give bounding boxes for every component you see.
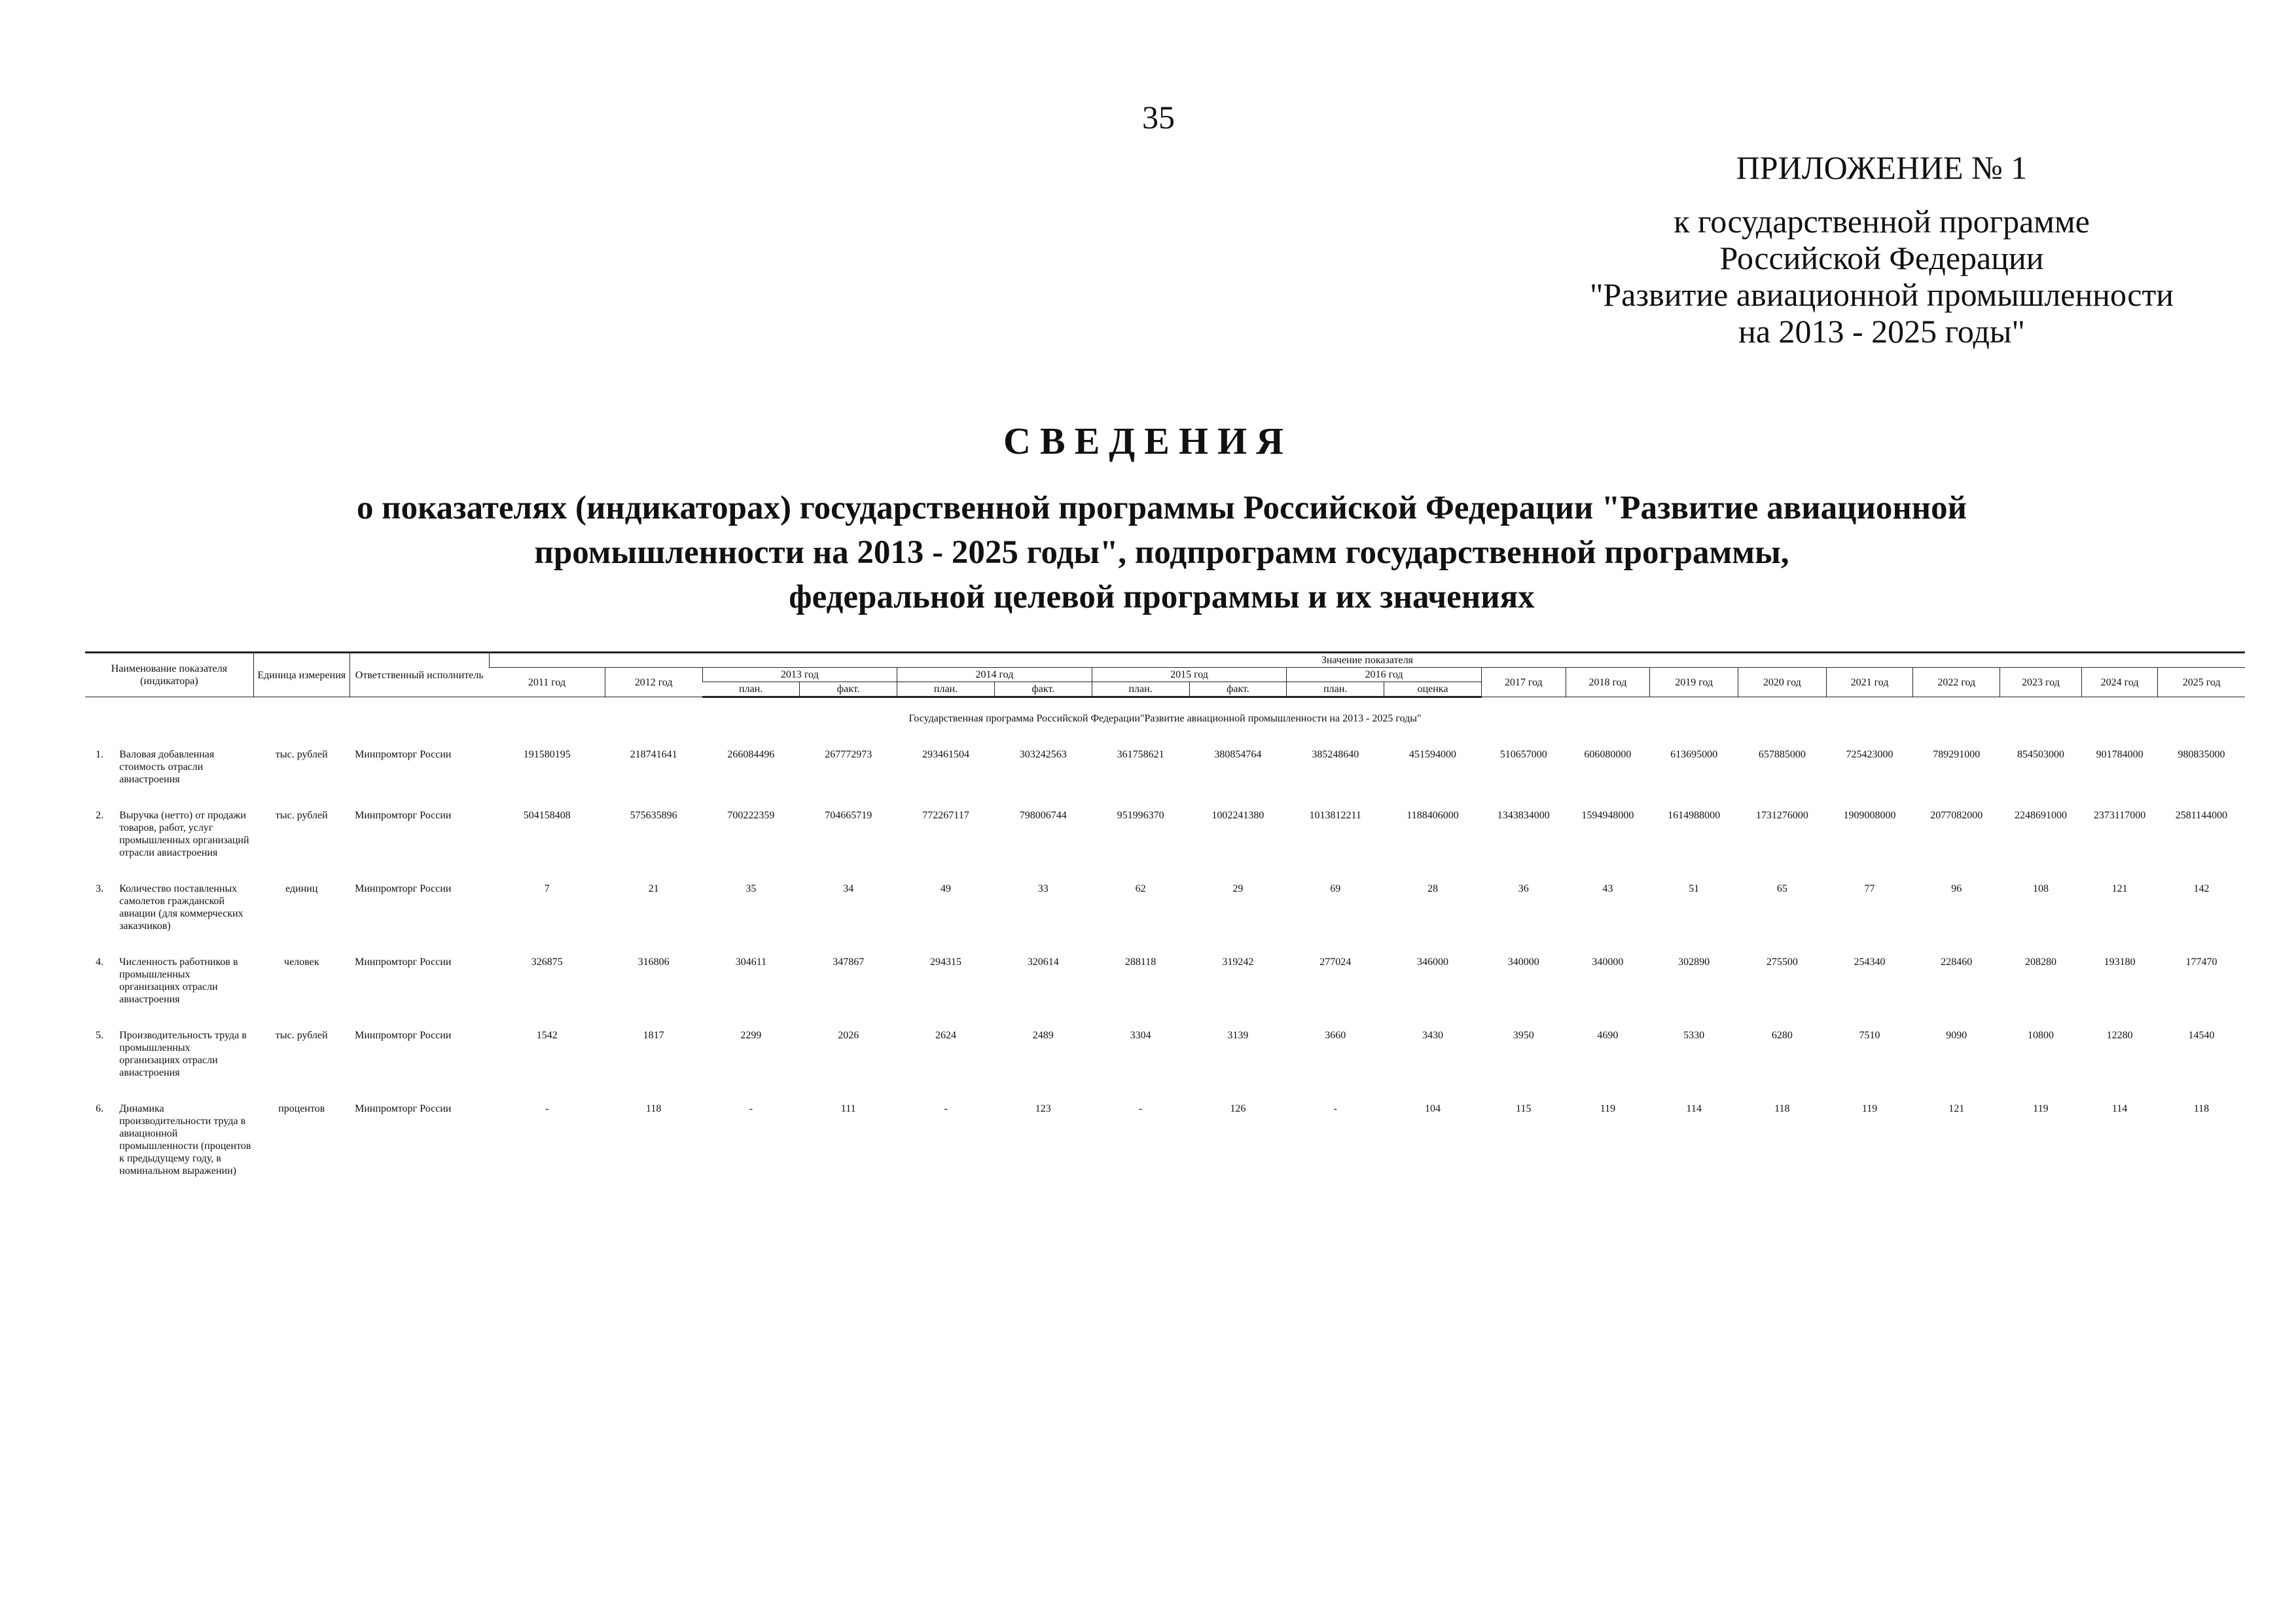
value-cell: 142 xyxy=(2193,883,2210,894)
value-cell: 901784000 xyxy=(2096,749,2144,760)
value-cell: 108 xyxy=(2032,883,2049,894)
value-cell: 385248640 xyxy=(1312,749,1359,760)
value-cell: 725423000 xyxy=(1846,749,1893,760)
value-cell: 1343834000 xyxy=(1497,810,1550,821)
executor-cell: Минпромторг России xyxy=(355,1030,452,1041)
unit-cell: тыс. рублей xyxy=(275,749,328,760)
value-cell: 772267117 xyxy=(922,810,969,821)
value-cell: 2026 xyxy=(838,1030,859,1041)
value-cell: 28 xyxy=(1427,883,1438,894)
value-cell: 191580195 xyxy=(523,749,571,760)
value-cell: 21 xyxy=(648,883,659,894)
header-plan: план. xyxy=(1287,682,1384,697)
value-cell: 3660 xyxy=(1325,1030,1346,1041)
value-cell: 96 xyxy=(1951,883,1962,894)
header-year-2024: 2024 год xyxy=(2081,668,2158,697)
row-index: 4. xyxy=(96,957,104,968)
indicator-name: Динамика производительности труда в авиационной промышленности (процентов к предыдущему году, в номинальном выражении) xyxy=(119,1103,251,1176)
value-cell: 980835000 xyxy=(2178,749,2225,760)
value-cell: 121 xyxy=(2111,883,2128,894)
value-cell: 119 xyxy=(1861,1103,1878,1114)
value-cell: - xyxy=(545,1103,549,1114)
value-cell: 704665719 xyxy=(825,810,872,821)
value-cell: 69 xyxy=(1330,883,1341,894)
value-cell: 294315 xyxy=(930,957,961,968)
value-cell: 1614988000 xyxy=(1668,810,1721,821)
annex-title: ПРИЛОЖЕНИЕ № 1 xyxy=(1736,149,2028,186)
value-cell: 2248691000 xyxy=(2014,810,2067,821)
value-cell: 208280 xyxy=(2024,957,2056,968)
header-year-2012: 2012 год xyxy=(605,668,702,697)
value-cell: 115 xyxy=(1516,1103,1532,1114)
value-cell: 2489 xyxy=(1032,1030,1054,1041)
annex-line: к государственной программе xyxy=(1674,203,2090,240)
table-row xyxy=(85,1088,2245,1186)
value-cell: 504158408 xyxy=(523,810,571,821)
value-cell: 2373117000 xyxy=(2093,810,2146,821)
value-cell: 320614 xyxy=(1027,957,1059,968)
indicator-name: Численность работников в промышленных организациях отрасли авиастроения xyxy=(119,957,238,1005)
value-cell: 65 xyxy=(1776,883,1787,894)
header-executor: Ответственный исполнитель xyxy=(350,653,489,697)
value-cell: 293461504 xyxy=(922,749,969,760)
header-year-2022: 2022 год xyxy=(1913,668,2000,697)
value-cell: 606080000 xyxy=(1584,749,1632,760)
header-unit: Единица измерения xyxy=(253,653,350,697)
document-title: СВЕДЕНИЯ xyxy=(1003,420,1293,462)
unit-cell: единиц xyxy=(285,883,318,894)
value-cell: 119 xyxy=(1600,1103,1616,1114)
value-cell: 1013812211 xyxy=(1309,810,1361,821)
value-cell: 111 xyxy=(840,1103,856,1114)
value-cell: 1731276000 xyxy=(1755,810,1808,821)
annex-line: Российской Федерации xyxy=(1719,240,2044,276)
value-cell: 34 xyxy=(843,883,854,894)
value-cell: 49 xyxy=(941,883,951,894)
header-year-2021: 2021 год xyxy=(1826,668,1913,697)
value-cell: 7510 xyxy=(1859,1030,1880,1041)
annex-line: "Развитие авиационной промышленности xyxy=(1589,276,2174,313)
value-cell: 2299 xyxy=(740,1030,762,1041)
value-cell: 346000 xyxy=(1416,957,1448,968)
value-cell: 3950 xyxy=(1513,1030,1534,1041)
value-cell: 361758621 xyxy=(1117,749,1164,760)
row-index: 6. xyxy=(96,1103,104,1114)
value-cell: 2581144000 xyxy=(2175,810,2228,821)
value-cell: 302890 xyxy=(1678,957,1710,968)
indicator-name: Валовая добавленная стоимость отрасли авиастроения xyxy=(119,749,215,785)
value-cell: 1909008000 xyxy=(1843,810,1896,821)
indicator-name: Количество поставленных самолетов гражданской авиации (для коммерческих заказчиков) xyxy=(119,883,243,932)
header-fact: факт. xyxy=(1189,682,1287,697)
value-cell: - xyxy=(749,1103,753,1114)
header-values-group: Значение показателя xyxy=(489,653,2245,668)
section-title: Государственная программа Российской Федерации"Развитие авиационной промышленности на 2013 - 2025 годы" xyxy=(908,713,1422,724)
value-cell: 575635896 xyxy=(630,810,677,821)
value-cell: - xyxy=(944,1103,948,1114)
value-cell: 1542 xyxy=(536,1030,558,1041)
value-cell: 10800 xyxy=(2027,1030,2054,1041)
value-cell: 267772973 xyxy=(825,749,872,760)
indicators-table xyxy=(85,651,2245,1186)
section-row xyxy=(85,697,2245,735)
value-cell: 266084496 xyxy=(727,749,775,760)
table-row xyxy=(85,734,2245,795)
row-index: 5. xyxy=(96,1030,104,1041)
header-plan: план. xyxy=(897,682,995,697)
subtitle-line: промышленности на 2013 - 2025 годы", подпрограмм государственной программы, xyxy=(534,534,1789,571)
header-year-2018: 2018 год xyxy=(1566,668,1650,697)
value-cell: 275500 xyxy=(1766,957,1798,968)
value-cell: 14540 xyxy=(2188,1030,2215,1041)
header-plan: план. xyxy=(1092,682,1189,697)
value-cell: 2624 xyxy=(935,1030,956,1041)
header-year-2015: 2015 год xyxy=(1092,668,1287,682)
value-cell: 4690 xyxy=(1597,1030,1619,1041)
value-cell: 5330 xyxy=(1683,1030,1705,1041)
value-cell: 218741641 xyxy=(630,749,677,760)
value-cell: 123 xyxy=(1035,1103,1051,1114)
executor-cell: Минпромторг России xyxy=(355,749,452,760)
value-cell: 340000 xyxy=(1507,957,1539,968)
value-cell: 1594948000 xyxy=(1581,810,1634,821)
row-index: 3. xyxy=(96,883,104,894)
value-cell: 951996370 xyxy=(1117,810,1164,821)
value-cell: 510657000 xyxy=(1499,749,1547,760)
executor-cell: Минпромторг России xyxy=(355,883,452,894)
page-number: 35 xyxy=(1142,99,1175,136)
value-cell: 193180 xyxy=(2104,957,2136,968)
value-cell: 451594000 xyxy=(1408,749,1456,760)
value-cell: 9090 xyxy=(1946,1030,1967,1041)
value-cell: 119 xyxy=(2033,1103,2049,1114)
value-cell: 613695000 xyxy=(1670,749,1718,760)
value-cell: 12280 xyxy=(2106,1030,2133,1041)
header-estimate: оценка xyxy=(1384,682,1482,697)
value-cell: 277024 xyxy=(1319,957,1352,968)
value-cell: 6280 xyxy=(1771,1030,1793,1041)
header-year-2019: 2019 год xyxy=(1650,668,1738,697)
value-cell: 1002241380 xyxy=(1211,810,1265,821)
header-year-2023: 2023 год xyxy=(2000,668,2082,697)
header-fact: факт. xyxy=(800,682,897,697)
value-cell: 789291000 xyxy=(1933,749,1981,760)
subtitle-line: о показателях (индикаторах) государственной программы Российской Федерации "Развитие авиационной xyxy=(356,490,1967,526)
value-cell: 347867 xyxy=(833,957,865,968)
table-row xyxy=(85,1015,2245,1088)
executor-cell: Минпромторг России xyxy=(355,957,452,968)
value-cell: 177470 xyxy=(2185,957,2217,968)
header-year-2016: 2016 год xyxy=(1287,668,1482,682)
value-cell: 228460 xyxy=(1941,957,1973,968)
value-cell: 3304 xyxy=(1130,1030,1151,1041)
row-index: 1. xyxy=(96,749,104,760)
value-cell: - xyxy=(1333,1103,1337,1114)
value-cell: 29 xyxy=(1232,883,1244,894)
value-cell: 316806 xyxy=(637,957,670,968)
value-cell: 3139 xyxy=(1227,1030,1249,1041)
value-cell: 51 xyxy=(1689,883,1700,894)
row-index: 2. xyxy=(96,810,104,821)
value-cell: 1188406000 xyxy=(1407,810,1459,821)
header-year-2013: 2013 год xyxy=(702,668,897,682)
executor-cell: Минпромторг России xyxy=(355,1103,452,1114)
unit-cell: тыс. рублей xyxy=(275,1030,328,1041)
value-cell: 114 xyxy=(2111,1103,2128,1114)
subtitle-line: федеральной целевой программы и их значениях xyxy=(789,579,1535,615)
indicator-name: Выручка (нетто) от продажи товаров, работ, услуг промышленных организаций отрасли авиастроения xyxy=(119,810,249,858)
header-year-2017: 2017 год xyxy=(1481,668,1566,697)
value-cell: 126 xyxy=(1230,1103,1246,1114)
header-fact: факт. xyxy=(994,682,1092,697)
header-name: Наименование показателя (индикатора) xyxy=(85,653,253,697)
value-cell: 114 xyxy=(1686,1103,1702,1114)
value-cell: 35 xyxy=(745,883,757,894)
value-cell: 288118 xyxy=(1124,957,1157,968)
value-cell: 36 xyxy=(1518,883,1529,894)
table-row xyxy=(85,795,2245,868)
executor-cell: Минпромторг России xyxy=(355,810,452,821)
value-cell: 326875 xyxy=(531,957,563,968)
value-cell: 118 xyxy=(1774,1103,1790,1114)
table-row xyxy=(85,941,2245,1015)
value-cell: 319242 xyxy=(1222,957,1254,968)
value-cell: 380854764 xyxy=(1214,749,1262,760)
document-subtitle xyxy=(196,486,2127,619)
value-cell: 3430 xyxy=(1422,1030,1443,1041)
annex-block xyxy=(1505,149,2258,350)
value-cell: 657885000 xyxy=(1758,749,1806,760)
value-cell: 854503000 xyxy=(2017,749,2064,760)
value-cell: 254340 xyxy=(1854,957,1886,968)
header-year-2011: 2011 год xyxy=(489,668,605,697)
value-cell: 1817 xyxy=(643,1030,664,1041)
value-cell: 104 xyxy=(1424,1103,1441,1114)
value-cell: 340000 xyxy=(1592,957,1624,968)
indicator-name: Производительность труда в промышленных организациях отрасли авиастроения xyxy=(119,1030,247,1078)
value-cell: 304611 xyxy=(735,957,767,968)
value-cell: 118 xyxy=(2193,1103,2210,1114)
value-cell: 303242563 xyxy=(1019,749,1067,760)
value-cell: 43 xyxy=(1602,883,1613,894)
annex-line: на 2013 - 2025 годы" xyxy=(1738,313,2025,350)
unit-cell: процентов xyxy=(278,1103,325,1114)
value-cell: 700222359 xyxy=(727,810,775,821)
header-year-2025: 2025 год xyxy=(2158,668,2245,697)
value-cell: 33 xyxy=(1037,883,1049,894)
value-cell: 2077082000 xyxy=(1930,810,1983,821)
unit-cell: тыс. рублей xyxy=(275,810,328,821)
value-cell: 62 xyxy=(1135,883,1146,894)
value-cell: 798006744 xyxy=(1019,810,1067,821)
value-cell: 7 xyxy=(544,883,550,894)
value-cell: 121 xyxy=(1948,1103,1965,1114)
value-cell: - xyxy=(1138,1103,1143,1114)
unit-cell: человек xyxy=(284,957,319,968)
header-year-2014: 2014 год xyxy=(897,668,1092,682)
value-cell: 77 xyxy=(1864,883,1875,894)
header-year-2020: 2020 год xyxy=(1738,668,1826,697)
header-plan: план. xyxy=(702,682,800,697)
value-cell: 118 xyxy=(645,1103,662,1114)
table-row xyxy=(85,868,2245,941)
